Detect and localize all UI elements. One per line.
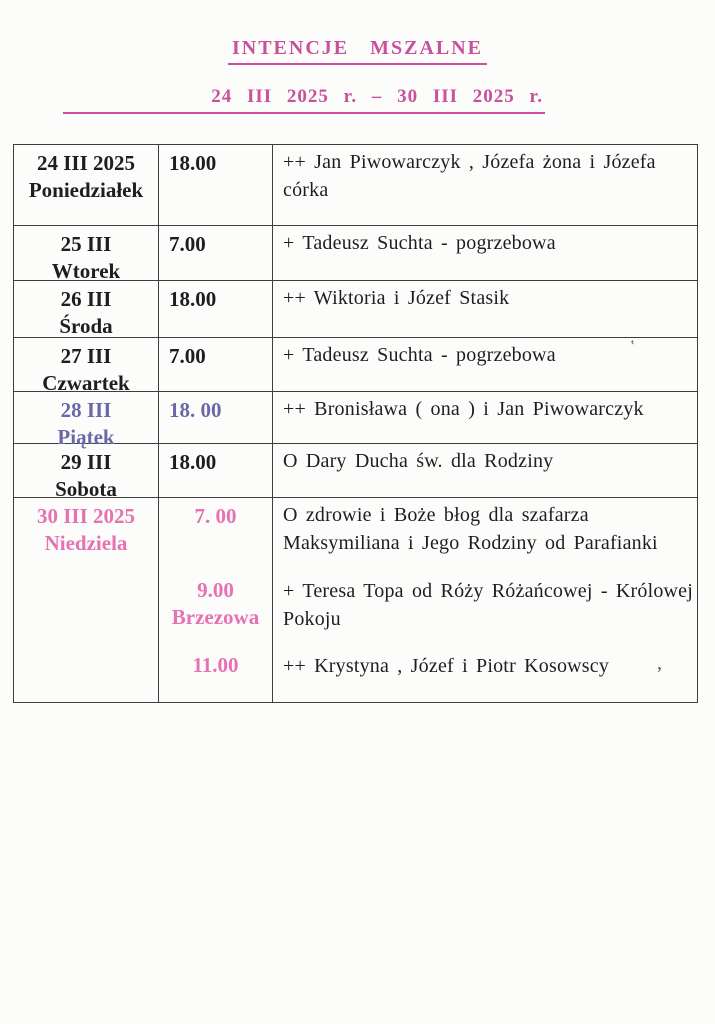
table-row-sunday [14,498,697,702]
time-label: 9.00 [197,578,234,602]
time-entry: 7. 00 [194,504,237,528]
time-cell: 7.00 [159,226,273,280]
table-row-tuesday [14,226,697,281]
date-label: 29 III [60,450,112,474]
date-cell [14,338,159,395]
table-row-thursday [14,338,697,395]
date-cell [14,498,159,702]
page-title: INTENCJE MSZALNE [228,37,487,65]
date-label: 30 III 2025 [36,504,136,528]
time-entry [159,577,272,652]
time-cell: 18. 00 [159,392,273,443]
date-cell [14,444,159,501]
day-label: Środa [59,314,113,338]
time-cell: 18.00 [159,281,273,337]
time-cell [159,498,273,702]
place-label: Brzezowa [171,605,260,629]
scan-artifact-comma: , [657,652,662,674]
scan-artifact-quote: ‛ [630,338,635,354]
table-row-saturday [14,444,697,501]
date-label: 28 III [60,398,112,422]
mass-intentions-table [13,144,698,703]
day-label: Sobota [55,477,117,501]
table-row-friday [14,392,697,449]
time-cell: 7.00 [159,338,273,391]
intention-entry: ++ Krystyna , Józef i Piotr Kosowscy [283,655,610,677]
intention-cell [273,498,697,702]
day-label: Piątek [57,425,115,449]
date-cell [14,145,159,225]
intention-cell: + Tadeusz Suchta - pogrzebowa [283,232,556,254]
table-row-wednesday [14,281,697,338]
date-range-underline [63,86,545,114]
time-cell: 18.00 [159,444,273,497]
date-label: 26 III [60,287,112,311]
date-label: 27 III [60,344,112,368]
date-range: 24 III 2025 r. – 30 III 2025 r. [211,86,543,107]
intention-entry: + Teresa Topa od Róży Różańcowej - Królowej Pokoju [283,580,694,630]
intention-cell: + Tadeusz Suchta - pogrzebowa [283,344,556,366]
date-cell [14,392,159,449]
day-label: Wtorek [51,259,121,283]
date-cell [14,226,159,283]
intention-cell: ++ Bronisława ( ona ) i Jan Piwowarczyk [283,398,644,420]
date-label: 24 III 2025 [36,151,136,175]
intention-cell: ++ Wiktoria i Józef Stasik [283,287,510,309]
intention-entry: O zdrowie i Boże błog dla szafarza Maksymiliana i Jego Rodziny od Parafianki [283,504,658,554]
day-label: Niedziela [44,531,128,555]
time-entry: 11.00 [192,653,239,677]
date-label: 25 III [60,232,112,256]
table-row-monday [14,145,697,226]
time-cell: 18.00 [159,145,273,225]
intention-cell: ++ Jan Piwowarczyk , Józefa żona i Józefa córka [283,151,656,201]
date-cell [14,281,159,337]
intention-cell: O Dary Ducha św. dla Rodziny [283,450,554,472]
page-title-wrap [0,37,715,65]
day-label: Poniedziałek [28,178,144,202]
day-label: Czwartek [42,371,130,395]
